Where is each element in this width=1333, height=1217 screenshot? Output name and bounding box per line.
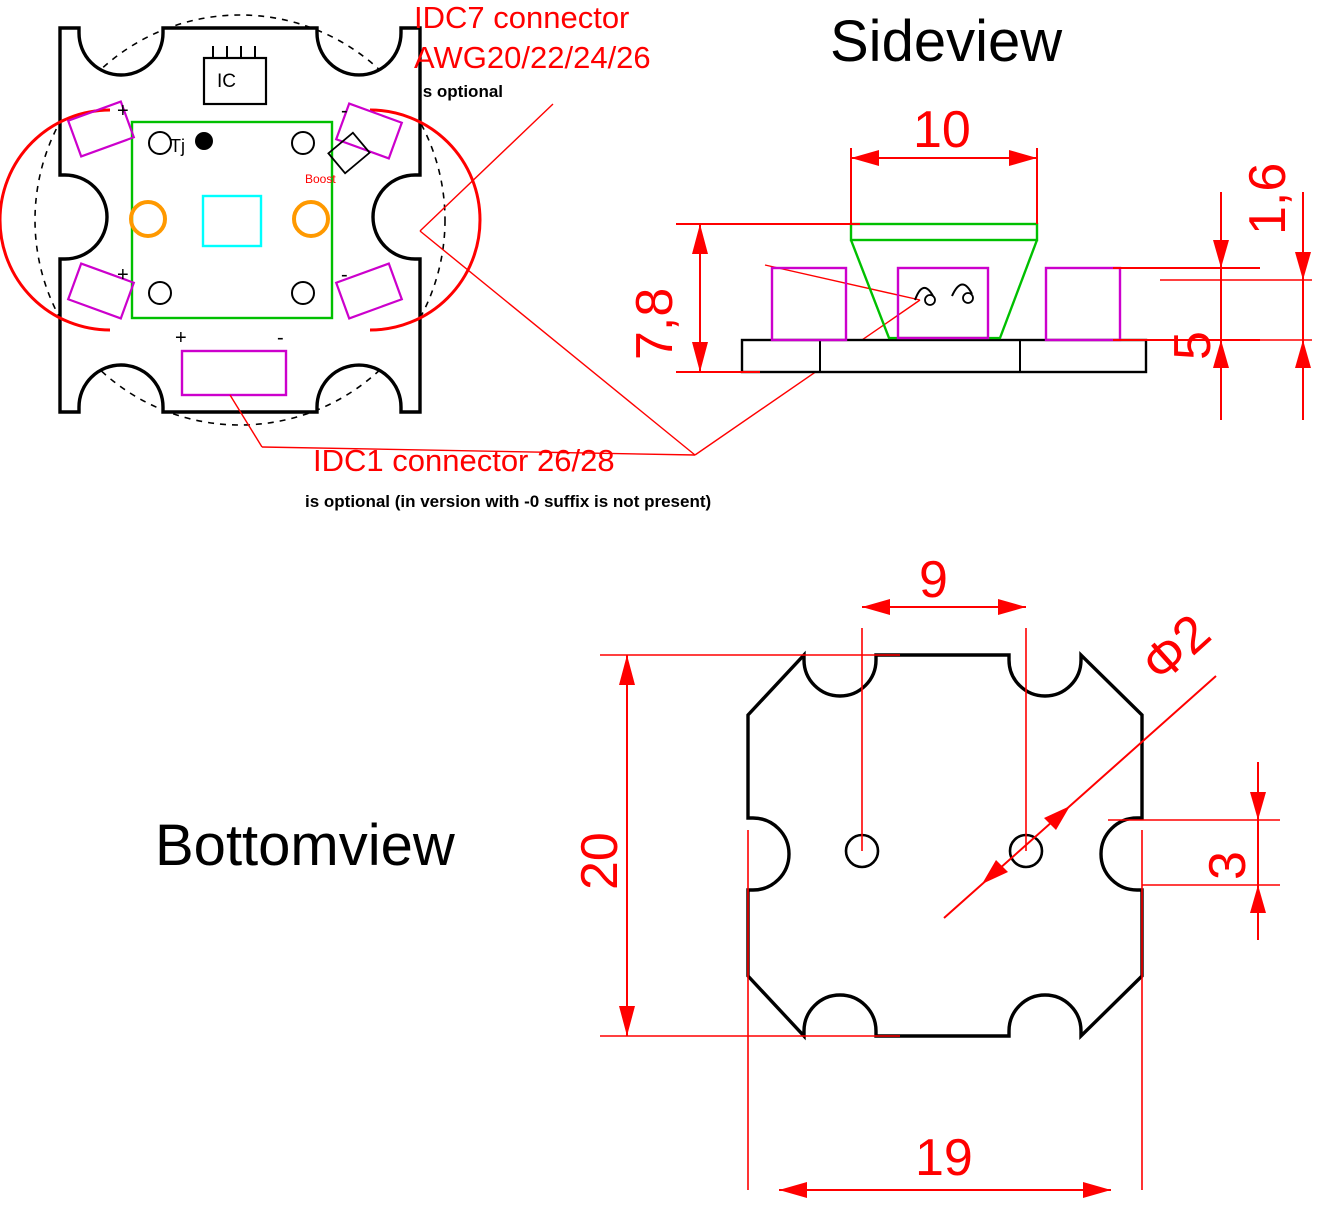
topview-via-top-right: [292, 132, 314, 154]
topview-via-top-left: [149, 132, 171, 154]
sideview-lens-top: [851, 224, 1037, 240]
topview-tj-label: Tj: [170, 136, 185, 156]
topview-plus-left: +: [117, 100, 129, 122]
bottomview-group: [600, 599, 1280, 1198]
arrow-side-thickness-bottom: [1295, 340, 1311, 368]
dim-label-9: 9: [919, 551, 948, 609]
sideview-title: Sideview: [830, 9, 1063, 74]
idc1-callout-line: IDC1 connector 26/28: [313, 443, 615, 478]
dim-label-16: 1,6: [1239, 162, 1297, 235]
arrow-side-width-right: [1009, 150, 1037, 166]
arrow-notch-bottom: [1250, 885, 1266, 913]
dim-label-20: 20: [571, 832, 629, 890]
arrow-side-base-top: [1213, 240, 1229, 268]
sideview-bondpad-right: [963, 293, 973, 303]
dim-label-3: 3: [1199, 851, 1257, 880]
topview-ic-label: IC: [217, 71, 236, 92]
topview-minus-lower-right: -: [341, 264, 348, 286]
arrow-side-width-left: [851, 150, 879, 166]
arrow-notch-top: [1250, 792, 1266, 820]
bottomview-title: Bottomview: [155, 813, 455, 878]
arrow-side-thickness-top: [1295, 252, 1311, 280]
sideview-group: [676, 148, 1312, 420]
arrow-bottom-width-left: [779, 1182, 807, 1198]
topview-minus-right: -: [341, 100, 348, 122]
idc7-callout-note: is optional: [418, 82, 503, 101]
topview-via-bottom-left: [149, 282, 171, 304]
sideview-emitter-body: [898, 268, 988, 338]
dim-label-78: 7,8: [626, 287, 684, 360]
topview-plus-lower-left: +: [117, 264, 129, 286]
topview-marker-dot: [195, 132, 213, 150]
sideview-lens-right-slope: [1000, 240, 1037, 338]
arrow-bottom-height-top: [619, 655, 635, 685]
arrow-bottom-width-right: [1083, 1182, 1111, 1198]
sideview-bondwire-left: [915, 288, 933, 300]
sideview-bondwire-right: [952, 284, 972, 296]
arrow-side-height-top: [692, 224, 708, 254]
topview-plus-bottom: +: [175, 327, 187, 349]
sideview-baseplate: [742, 340, 1146, 372]
idc1-callout-note: is optional (in version with -0 suffix is not present): [305, 492, 712, 511]
arrow-bottom-inner-right: [998, 599, 1026, 615]
arrow-side-height-bottom: [692, 342, 708, 372]
topview-group: [0, 15, 920, 455]
arrow-bottom-height-bottom: [619, 1006, 635, 1036]
bottomview-board-outline: [748, 655, 1142, 1036]
dim-label-5: 5: [1164, 331, 1222, 360]
sideview-bondpad-left: [925, 295, 935, 305]
idc7-callout-line2: AWG20/22/24/26: [414, 40, 651, 75]
dim-label-dia2: Φ2: [1130, 603, 1222, 694]
topview-boost-label: Boost: [305, 172, 336, 186]
leader-sideview-upper: [765, 265, 920, 300]
sideview-lens-left-slope: [851, 240, 889, 338]
sideview-connector-right: [1046, 268, 1120, 340]
topview-via-bottom-right: [292, 282, 314, 304]
dim-label-10: 10: [913, 101, 971, 159]
leader-to-sideview: [695, 300, 920, 455]
topview-minus-bottom: -: [277, 327, 284, 349]
leader-idc7: [420, 104, 553, 231]
sideview-connector-left: [772, 268, 846, 340]
dim-label-19: 19: [915, 1129, 973, 1187]
topview-board-outline: [60, 28, 420, 412]
arrow-bottom-inner-left: [862, 599, 890, 615]
idc7-callout-line1: IDC7 connector: [414, 0, 630, 35]
